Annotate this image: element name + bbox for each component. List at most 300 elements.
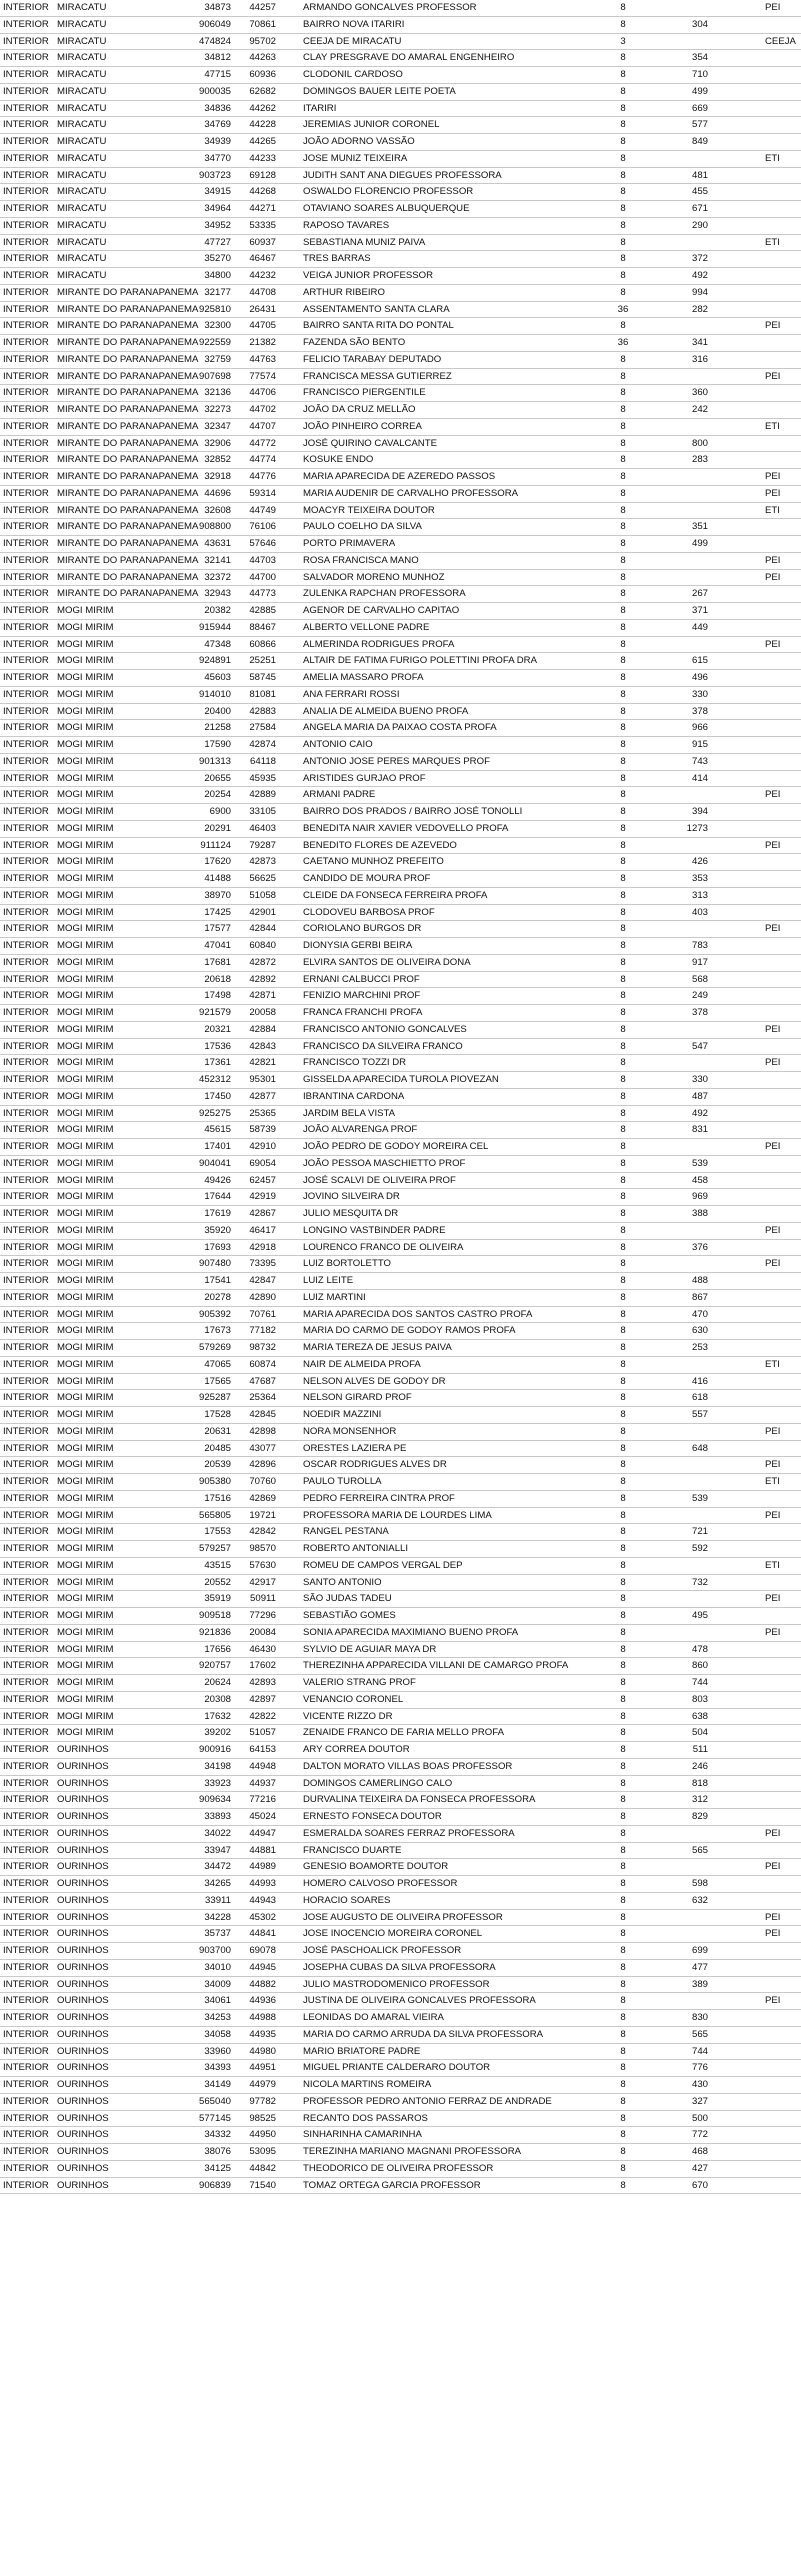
- municipality-cell: MIRACATU: [57, 102, 107, 114]
- code-cell: 34265: [204, 1878, 231, 1889]
- school-name-cell: CLAY PRESGRAVE DO AMARAL ENGENHEIRO: [303, 52, 515, 64]
- region-cell: INTERIOR: [3, 1275, 49, 1286]
- region-cell: INTERIOR: [3, 2012, 49, 2023]
- table-row: [0, 1893, 801, 1910]
- type-cell: 8: [620, 1543, 626, 1554]
- unit-code-cell: 44841: [249, 1928, 276, 1940]
- unit-code-cell: 44262: [249, 102, 276, 114]
- region-cell: INTERIOR: [3, 1342, 49, 1353]
- count-cell: 267: [691, 588, 708, 600]
- code-cell: 17656: [204, 1643, 231, 1655]
- count-cell: 330: [691, 688, 708, 700]
- table-row: [0, 1474, 801, 1491]
- municipality-cell: MOGI MIRIM: [57, 1593, 114, 1605]
- school-name-cell: ANALIA DE ALMEIDA BUENO PROFA: [303, 705, 469, 717]
- region-cell: INTERIOR: [3, 1107, 49, 1119]
- table-row: [0, 1742, 801, 1759]
- table-row: [0, 720, 801, 737]
- municipality-cell: MOGI MIRIM: [57, 1643, 114, 1655]
- school-name-cell: TRES BARRAS: [303, 253, 371, 265]
- table-row: [0, 1223, 801, 1240]
- code-cell: 44696: [204, 487, 231, 499]
- unit-code-cell: 77574: [249, 370, 276, 382]
- program-cell: CEEJA: [765, 35, 796, 47]
- unit-code-cell: 44233: [249, 152, 276, 164]
- unit-code-cell: 42918: [249, 1241, 276, 1253]
- code-cell: 17425: [204, 906, 231, 918]
- code-cell: 34125: [204, 2162, 231, 2174]
- region-cell: INTERIOR: [3, 152, 49, 164]
- type-cell: 8: [620, 1526, 626, 1538]
- table-row: [0, 1843, 801, 1860]
- code-cell: 34228: [204, 1911, 231, 1923]
- type-cell: 36: [617, 303, 629, 315]
- program-cell: PEI: [765, 1827, 781, 1839]
- region-cell: INTERIOR: [3, 1425, 49, 1437]
- municipality-cell: OURINHOS: [57, 1760, 109, 1772]
- municipality-cell: OURINHOS: [57, 2129, 109, 2141]
- count-cell: 371: [691, 605, 708, 616]
- region-cell: INTERIOR: [3, 822, 49, 834]
- unit-code-cell: 62682: [249, 85, 276, 97]
- region-cell: INTERIOR: [3, 755, 49, 767]
- school-name-cell: MARIA TEREZA DE JESUS PAIVA: [303, 1342, 452, 1353]
- count-cell: 327: [691, 2095, 708, 2107]
- municipality-cell: MOGI MIRIM: [57, 990, 114, 1002]
- unit-code-cell: 19721: [249, 1509, 276, 1521]
- school-name-cell: NICOLA MARTINS ROMEIRA: [303, 2079, 432, 2090]
- code-cell: 909634: [198, 1794, 231, 1806]
- region-cell: INTERIOR: [3, 605, 49, 616]
- unit-code-cell: 44232: [249, 270, 276, 281]
- count-cell: 671: [691, 203, 708, 214]
- unit-code-cell: 60937: [249, 236, 276, 248]
- code-cell: 34472: [204, 1861, 231, 1873]
- unit-code-cell: 20058: [249, 1007, 276, 1018]
- municipality-cell: MIRANTE DO PARANAPANEMA: [57, 554, 199, 566]
- region-cell: INTERIOR: [3, 1559, 49, 1571]
- unit-code-cell: 42847: [249, 1275, 276, 1286]
- unit-code-cell: 42872: [249, 956, 276, 968]
- municipality-cell: OURINHOS: [57, 1995, 109, 2007]
- program-cell: PEI: [765, 789, 781, 801]
- municipality-cell: MIRACATU: [57, 136, 107, 147]
- table-row: [0, 168, 801, 185]
- region-cell: INTERIOR: [3, 1744, 49, 1755]
- municipality-cell: MIRACATU: [57, 52, 107, 64]
- region-cell: INTERIOR: [3, 437, 49, 449]
- school-name-cell: VEIGA JUNIOR PROFESSOR: [303, 270, 434, 281]
- municipality-cell: MOGI MIRIM: [57, 638, 114, 650]
- table-row: [0, 1273, 801, 1290]
- municipality-cell: MOGI MIRIM: [57, 672, 114, 683]
- school-name-cell: JOÃO PESSOA MASCHIETTO PROF: [303, 1157, 466, 1169]
- count-cell: 915: [691, 739, 708, 750]
- municipality-cell: OURINHOS: [57, 1744, 109, 1755]
- municipality-cell: MOGI MIRIM: [57, 621, 114, 633]
- table-row: [0, 1290, 801, 1307]
- school-name-cell: PEDRO FERREIRA CINTRA PROF: [303, 1492, 455, 1504]
- unit-code-cell: 25251: [249, 655, 276, 667]
- count-cell: 829: [691, 1811, 708, 1822]
- type-cell: 8: [620, 320, 626, 332]
- table-row: [0, 34, 801, 51]
- school-name-cell: MARIA APARECIDA DE AZEREDO PASSOS: [303, 471, 496, 482]
- code-cell: 33947: [204, 1844, 231, 1856]
- unit-code-cell: 71540: [249, 2179, 276, 2191]
- count-cell: 249: [691, 990, 708, 1002]
- municipality-cell: MOGI MIRIM: [57, 1442, 114, 1454]
- school-name-cell: GISSELDA APARECIDA TUROLA PIOVEZAN: [303, 1074, 499, 1085]
- table-row: [0, 151, 801, 168]
- school-name-cell: SONIA APARECIDA MAXIMIANO BUENO PROFA: [303, 1626, 519, 1638]
- region-cell: INTERIOR: [3, 1392, 49, 1404]
- unit-code-cell: 25365: [249, 1107, 276, 1119]
- code-cell: 20254: [204, 789, 231, 801]
- region-cell: INTERIOR: [3, 1509, 49, 1521]
- count-cell: 455: [691, 186, 708, 198]
- municipality-cell: OURINHOS: [57, 1945, 109, 1956]
- school-name-cell: TOMAZ ORTEGA GARCIA PROFESSOR: [303, 2179, 481, 2191]
- count-cell: 316: [691, 353, 708, 365]
- unit-code-cell: 44989: [249, 1861, 276, 1873]
- table-row: [0, 17, 801, 34]
- count-cell: 500: [691, 2112, 708, 2124]
- unit-code-cell: 42844: [249, 923, 276, 935]
- unit-code-cell: 42869: [249, 1492, 276, 1504]
- type-cell: 8: [620, 973, 626, 985]
- type-cell: 8: [620, 2112, 626, 2124]
- code-cell: 33960: [204, 2045, 231, 2057]
- school-name-cell: JARDIM BELA VISTA: [303, 1107, 396, 1119]
- code-cell: 20618: [204, 973, 231, 985]
- municipality-cell: MOGI MIRIM: [57, 1543, 114, 1554]
- type-cell: 8: [620, 2045, 626, 2057]
- code-cell: 41488: [204, 873, 231, 884]
- code-cell: 47715: [204, 69, 231, 80]
- code-cell: 579257: [198, 1543, 231, 1554]
- school-name-cell: JOSÉ QUIRINO CAVALCANTE: [303, 437, 437, 449]
- region-cell: INTERIOR: [3, 1141, 49, 1152]
- unit-code-cell: 42877: [249, 1090, 276, 1102]
- count-cell: 499: [691, 538, 708, 549]
- municipality-cell: MIRACATU: [57, 253, 107, 265]
- municipality-cell: MOGI MIRIM: [57, 1074, 114, 1085]
- count-cell: 849: [691, 136, 708, 147]
- code-cell: 43631: [204, 538, 231, 549]
- municipality-cell: OURINHOS: [57, 2146, 109, 2157]
- code-cell: 906839: [198, 2179, 231, 2191]
- region-cell: INTERIOR: [3, 638, 49, 650]
- unit-code-cell: 73395: [249, 1258, 276, 1270]
- school-name-cell: OSWALDO FLORENCIO PROFESSOR: [303, 186, 474, 198]
- region-cell: INTERIOR: [3, 186, 49, 198]
- school-name-cell: ROMEU DE CAMPOS VERGAL DEP: [303, 1559, 463, 1571]
- type-cell: 8: [620, 1610, 626, 1621]
- table-row: [0, 670, 801, 687]
- region-cell: INTERIOR: [3, 2079, 49, 2090]
- type-cell: 8: [620, 454, 626, 466]
- unit-code-cell: 95702: [249, 35, 276, 47]
- code-cell: 900916: [198, 1744, 231, 1755]
- region-cell: INTERIOR: [3, 1325, 49, 1337]
- municipality-cell: MOGI MIRIM: [57, 1107, 114, 1119]
- table-row: [0, 1759, 801, 1776]
- region-cell: INTERIOR: [3, 169, 49, 181]
- code-cell: 34836: [204, 102, 231, 114]
- table-row: [0, 854, 801, 871]
- municipality-cell: MIRACATU: [57, 35, 107, 47]
- region-cell: INTERIOR: [3, 688, 49, 700]
- table-row: [0, 972, 801, 989]
- type-cell: 8: [620, 1325, 626, 1337]
- count-cell: 772: [691, 2129, 708, 2141]
- school-name-cell: OSCAR RODRIGUES ALVES DR: [303, 1459, 447, 1471]
- count-cell: 242: [691, 404, 708, 415]
- unit-code-cell: 98570: [249, 1543, 276, 1554]
- code-cell: 32608: [204, 504, 231, 516]
- unit-code-cell: 44749: [249, 504, 276, 516]
- school-name-cell: LUIZ MARTINI: [303, 1291, 366, 1303]
- municipality-cell: OURINHOS: [57, 1861, 109, 1873]
- type-cell: 8: [620, 2162, 626, 2174]
- unit-code-cell: 44948: [249, 1760, 276, 1772]
- region-cell: INTERIOR: [3, 2146, 49, 2157]
- table-row: [0, 1022, 801, 1039]
- municipality-cell: MOGI MIRIM: [57, 1492, 114, 1504]
- school-name-cell: MARIO BRIATORE PADRE: [303, 2045, 421, 2057]
- municipality-cell: MIRANTE DO PARANAPANEMA: [57, 420, 199, 432]
- table-row: [0, 436, 801, 453]
- table-row: [0, 1809, 801, 1826]
- program-cell: PEI: [765, 1928, 781, 1940]
- unit-code-cell: 51057: [249, 1727, 276, 1739]
- type-cell: 8: [620, 169, 626, 181]
- type-cell: 8: [620, 370, 626, 382]
- table-row: [0, 687, 801, 704]
- code-cell: 49426: [204, 1174, 231, 1186]
- type-cell: 8: [620, 571, 626, 583]
- table-row: [0, 955, 801, 972]
- school-name-cell: LEONIDAS DO AMARAL VIEIRA: [303, 2012, 444, 2023]
- code-cell: 38970: [204, 889, 231, 901]
- code-cell: 20278: [204, 1291, 231, 1303]
- region-cell: INTERIOR: [3, 387, 49, 399]
- unit-code-cell: 42898: [249, 1425, 276, 1437]
- table-row: [0, 1407, 801, 1424]
- school-name-cell: JOSÉ SCALVI DE OLIVEIRA PROF: [303, 1174, 456, 1186]
- municipality-cell: MOGI MIRIM: [57, 1358, 114, 1370]
- table-row: [0, 586, 801, 603]
- school-name-cell: MOACYR TEIXEIRA DOUTOR: [303, 504, 435, 516]
- unit-code-cell: 44993: [249, 1878, 276, 1889]
- type-cell: 8: [620, 806, 626, 817]
- table-row: [0, 1424, 801, 1441]
- type-cell: 8: [620, 1040, 626, 1052]
- type-cell: 8: [620, 152, 626, 164]
- school-name-cell: ELVIRA SANTOS DE OLIVEIRA DONA: [303, 956, 471, 968]
- school-name-cell: MARIA APARECIDA DOS SANTOS CASTRO PROFA: [303, 1308, 533, 1320]
- count-cell: 477: [691, 1961, 708, 1973]
- unit-code-cell: 59314: [249, 487, 276, 499]
- municipality-cell: MIRANTE DO PARANAPANEMA: [57, 370, 199, 382]
- region-cell: INTERIOR: [3, 1693, 49, 1705]
- type-cell: 8: [620, 1459, 626, 1471]
- school-name-cell: KOSUKE ENDO: [303, 454, 374, 466]
- municipality-cell: MOGI MIRIM: [57, 822, 114, 834]
- program-cell: PEI: [765, 1057, 781, 1069]
- municipality-cell: MOGI MIRIM: [57, 1275, 114, 1286]
- type-cell: 8: [620, 1727, 626, 1739]
- region-cell: INTERIOR: [3, 1459, 49, 1471]
- type-cell: 8: [620, 1107, 626, 1119]
- type-cell: 8: [620, 1777, 626, 1789]
- municipality-cell: OURINHOS: [57, 1794, 109, 1806]
- code-cell: 35737: [204, 1928, 231, 1940]
- count-cell: 670: [691, 2179, 708, 2191]
- code-cell: 17590: [204, 739, 231, 750]
- school-name-cell: FELICIO TARABAY DEPUTADO: [303, 353, 442, 365]
- table-row: [0, 1189, 801, 1206]
- code-cell: 915944: [198, 621, 231, 633]
- municipality-cell: MIRANTE DO PARANAPANEMA: [57, 353, 199, 365]
- type-cell: 3: [620, 35, 626, 47]
- table-row: [0, 771, 801, 788]
- type-cell: 8: [620, 1208, 626, 1219]
- code-cell: 34149: [204, 2079, 231, 2090]
- table-row: [0, 285, 801, 302]
- municipality-cell: OURINHOS: [57, 1911, 109, 1923]
- region-cell: INTERIOR: [3, 621, 49, 633]
- school-name-cell: THEREZINHA APPARECIDA VILLANI DE CAMARGO PROFA: [303, 1660, 569, 1672]
- region-cell: INTERIOR: [3, 1124, 49, 1136]
- municipality-cell: MOGI MIRIM: [57, 1208, 114, 1219]
- count-cell: 416: [691, 1375, 708, 1387]
- table-row: [0, 2010, 801, 2027]
- unit-code-cell: 20084: [249, 1626, 276, 1638]
- count-cell: 969: [691, 1191, 708, 1203]
- type-cell: 8: [620, 18, 626, 30]
- region-cell: INTERIOR: [3, 370, 49, 382]
- school-name-cell: BENEDITA NAIR XAVIER VEDOVELLO PROFA: [303, 822, 509, 834]
- municipality-cell: OURINHOS: [57, 1961, 109, 1973]
- region-cell: INTERIOR: [3, 1760, 49, 1772]
- municipality-cell: MIRACATU: [57, 152, 107, 164]
- code-cell: 565040: [198, 2095, 231, 2107]
- school-name-cell: FRANCISCO DUARTE: [303, 1844, 402, 1856]
- code-cell: 17541: [204, 1275, 231, 1286]
- count-cell: 487: [691, 1090, 708, 1102]
- code-cell: 33911: [205, 1894, 231, 1906]
- program-cell: ETI: [765, 1358, 780, 1370]
- unit-code-cell: 44702: [249, 404, 276, 415]
- type-cell: 8: [620, 638, 626, 650]
- program-cell: ETI: [765, 1559, 780, 1571]
- count-cell: 495: [691, 1610, 708, 1621]
- program-cell: PEI: [765, 839, 781, 851]
- type-cell: 8: [620, 705, 626, 717]
- unit-code-cell: 62457: [249, 1174, 276, 1186]
- count-cell: 478: [691, 1643, 708, 1655]
- code-cell: 20655: [204, 772, 231, 784]
- school-name-cell: RAPOSO TAVARES: [303, 219, 390, 231]
- municipality-cell: OURINHOS: [57, 1978, 109, 1990]
- code-cell: 34964: [204, 203, 231, 214]
- code-cell: 32918: [204, 471, 231, 482]
- municipality-cell: OURINHOS: [57, 1811, 109, 1822]
- unit-code-cell: 76106: [249, 521, 276, 533]
- type-cell: 8: [620, 1308, 626, 1320]
- count-cell: 246: [691, 1760, 708, 1772]
- region-cell: INTERIOR: [3, 655, 49, 667]
- table-row: [0, 1608, 801, 1625]
- unit-code-cell: 42897: [249, 1693, 276, 1705]
- municipality-cell: MIRANTE DO PARANAPANEMA: [57, 504, 199, 516]
- region-cell: INTERIOR: [3, 1576, 49, 1588]
- type-cell: 8: [620, 1760, 626, 1772]
- region-cell: INTERIOR: [3, 404, 49, 415]
- unit-code-cell: 44706: [249, 387, 276, 399]
- region-cell: INTERIOR: [3, 1878, 49, 1889]
- type-cell: 8: [620, 1258, 626, 1270]
- municipality-cell: MIRANTE DO PARANAPANEMA: [57, 320, 199, 332]
- type-cell: 8: [620, 471, 626, 482]
- table-row: [0, 402, 801, 419]
- program-cell: PEI: [765, 571, 781, 583]
- table-row: [0, 1156, 801, 1173]
- type-cell: 8: [620, 1593, 626, 1605]
- school-name-cell: LOURENCO FRANCO DE OLIVEIRA: [303, 1241, 464, 1253]
- region-cell: INTERIOR: [3, 487, 49, 499]
- count-cell: 818: [691, 1777, 708, 1789]
- municipality-cell: MOGI MIRIM: [57, 1576, 114, 1588]
- code-cell: 905392: [198, 1308, 231, 1320]
- unit-code-cell: 44705: [249, 320, 276, 332]
- count-cell: 283: [691, 454, 708, 466]
- unit-code-cell: 77296: [249, 1610, 276, 1621]
- unit-code-cell: 33105: [249, 806, 276, 817]
- program-cell: PEI: [765, 370, 781, 382]
- school-name-cell: RANGEL PESTANA: [303, 1526, 389, 1538]
- unit-code-cell: 88467: [249, 621, 276, 633]
- municipality-cell: MIRANTE DO PARANAPANEMA: [57, 454, 199, 466]
- unit-code-cell: 53095: [249, 2146, 276, 2157]
- municipality-cell: OURINHOS: [57, 2112, 109, 2124]
- school-name-cell: SALVADOR MORENO MUNHOZ: [303, 571, 445, 583]
- table-row: [0, 335, 801, 352]
- municipality-cell: MOGI MIRIM: [57, 873, 114, 884]
- table-row: [0, 1441, 801, 1458]
- code-cell: 17516: [204, 1492, 231, 1504]
- code-cell: 47348: [204, 638, 231, 650]
- region-cell: INTERIOR: [3, 2, 49, 13]
- school-name-cell: VICENTE RIZZO DR: [303, 1710, 393, 1722]
- school-name-cell: FAZENDA SÃO BENTO: [303, 337, 406, 348]
- region-cell: INTERIOR: [3, 1777, 49, 1789]
- count-cell: 253: [691, 1342, 708, 1353]
- unit-code-cell: 42874: [249, 739, 276, 750]
- code-cell: 911124: [200, 839, 231, 851]
- unit-code-cell: 51058: [249, 889, 276, 901]
- unit-code-cell: 98732: [249, 1342, 276, 1353]
- municipality-cell: MIRACATU: [57, 85, 107, 97]
- region-cell: INTERIOR: [3, 35, 49, 47]
- unit-code-cell: 44265: [249, 136, 276, 147]
- type-cell: 8: [620, 2129, 626, 2141]
- school-name-cell: NELSON GIRARD PROF: [303, 1392, 412, 1404]
- municipality-cell: MOGI MIRIM: [57, 1191, 114, 1203]
- municipality-cell: MOGI MIRIM: [57, 906, 114, 918]
